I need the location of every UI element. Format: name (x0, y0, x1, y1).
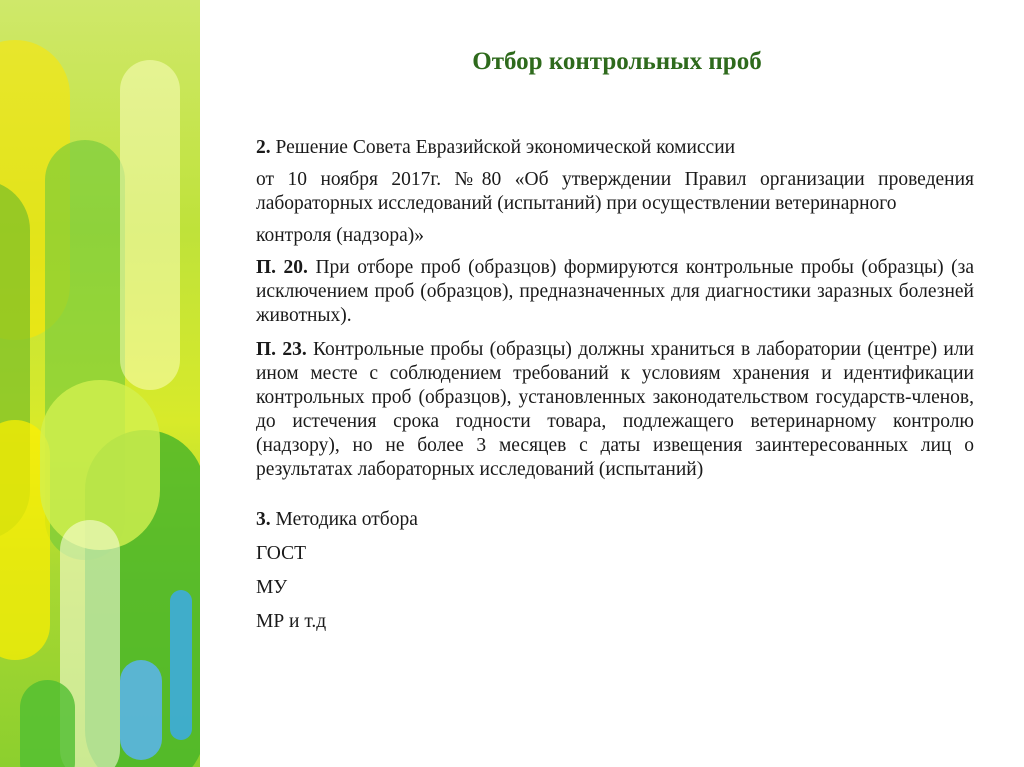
paragraph (256, 338, 974, 482)
paragraph-number: 2. (256, 137, 271, 158)
paragraph-number: П. 20. (256, 257, 308, 278)
paragraph (256, 136, 974, 160)
paragraph-text: Решение Совета Евразийской экономической комиссии (270, 137, 736, 158)
decorative-sidebar (0, 0, 200, 767)
paragraph-text: Методика отбора (270, 509, 418, 530)
paragraph (256, 224, 974, 248)
paragraph (256, 542, 974, 566)
paragraph-text: МР и т.д (256, 611, 327, 632)
paragraph (256, 508, 974, 532)
paragraph-number: П. 23. (256, 339, 307, 360)
paragraph-number: 3. (256, 509, 271, 530)
paragraph (256, 610, 974, 634)
sidebar-shape (20, 680, 75, 767)
sidebar-shape (120, 660, 162, 760)
paragraph-text: МУ (256, 577, 288, 598)
slide-body (256, 136, 974, 644)
sidebar-shape (170, 590, 192, 740)
paragraph (256, 256, 974, 328)
paragraph (256, 168, 974, 216)
paragraph-text: от 10 ноября 2017г. №80 «Об утверждении Правил организации проведения лабораторных исследований (испытаний) при осуществлении ветеринарного (256, 169, 974, 214)
paragraph-text: ГОСТ (256, 543, 307, 564)
sidebar-shape (120, 60, 180, 390)
paragraph-text: Контрольные пробы (образцы) должны храниться в лаборатории (центре) или ином месте с соблюдением требований к условиям хранения и идентификации контрольных проб (образцов), установленных законодательством государств-членов, до истечения срока годности товара, подлежащего ветеринарному контролю (надзору), но не более 3 месяцев с даты извещения заинтересованных лиц о результатах лабораторных исследований (испытаний) (256, 339, 974, 480)
paragraph-text: При отборе проб (образцов) формируются контрольные пробы (образцы) (за исключением проб (образцов), предназначенных для диагностики заразных болезней животных). (256, 257, 975, 326)
paragraph (256, 576, 974, 600)
slide-title: Отбор контрольных проб (472, 48, 762, 75)
paragraph-text: контроля (надзора)» (256, 225, 424, 246)
